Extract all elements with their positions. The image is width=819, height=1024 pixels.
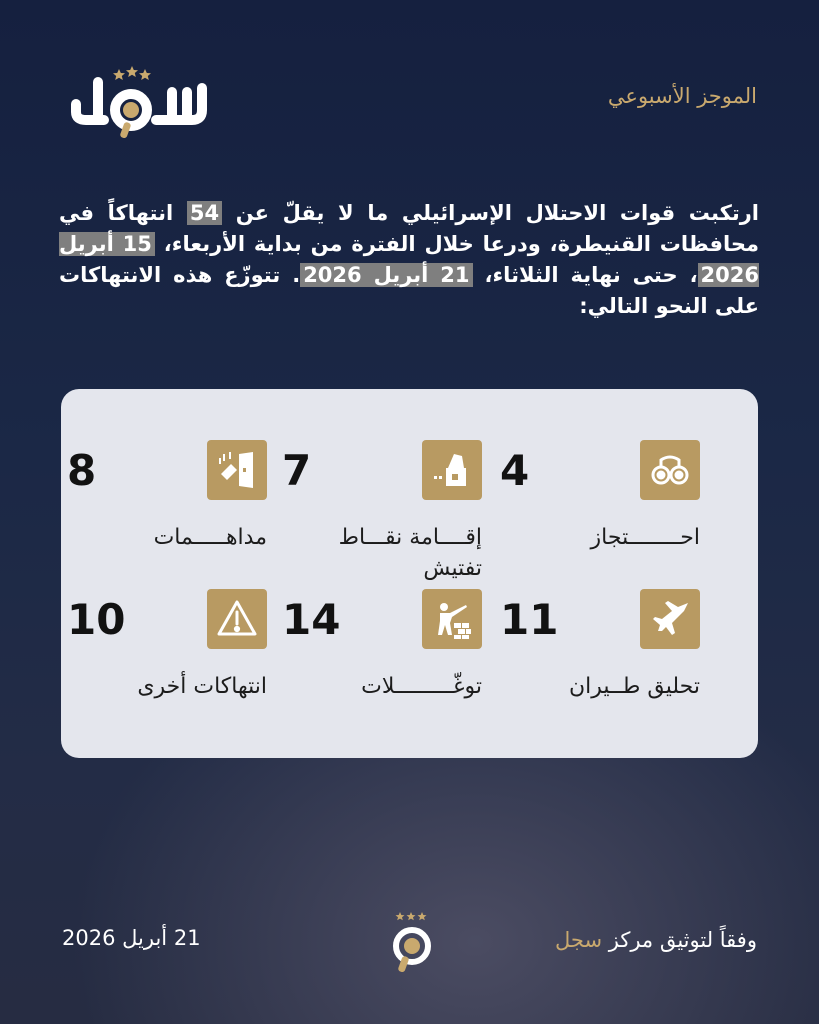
end-date-highlight: 21 أبريل 2026 [300, 263, 472, 287]
soldier-wall-icon [422, 589, 482, 649]
stat-detention [500, 440, 700, 590]
stat-value: 11 [500, 595, 559, 644]
footer-source-name: سجل [555, 928, 603, 952]
stat-flights [500, 589, 700, 739]
stats-card [61, 389, 758, 758]
stat-value: 7 [282, 446, 312, 495]
violation-count-highlight: 54 [187, 201, 222, 225]
stat-checkpoints [282, 440, 482, 590]
stat-label: إقــــامة نقـــاط تفتيش [338, 525, 482, 581]
header-label: الموجز الأسبوعي [607, 84, 757, 108]
stat-label: تحليق طــيران [568, 674, 700, 699]
footer-logo [386, 910, 436, 974]
footer-date: 21 أبريل 2026 [62, 926, 201, 950]
start-date-highlight: 15 أبريل 2026 [59, 232, 759, 287]
brand-logo [64, 62, 209, 142]
intro-paragraph: ارتكبت قوات الاحتلال الإسرائيلي ما لا يقلّ عن 54 انتهاكاً في محافظات القنيطرة، ودرعا خلال الفترة من بداية الأربعاء، 15 أبريل 2026، حتى نهاية الثلاثاء، 21 أبريل 2026. تتوزّع هذه الانتهاكات على النحو التالي: [59, 201, 760, 318]
stat-value: 10 [67, 595, 126, 644]
stat-label: احــــــــتجاز [590, 525, 700, 550]
checkpoint-icon [422, 440, 482, 500]
stat-value: 14 [282, 595, 341, 644]
footer-source: وفقاً لتوثيق مركز سجل [555, 928, 757, 952]
fighter-jet-icon [640, 589, 700, 649]
door-raid-icon [207, 440, 267, 500]
stat-other-violations [67, 589, 267, 739]
stat-label: انتهاكات أخرى [137, 674, 267, 699]
handcuffs-icon [640, 440, 700, 500]
stat-label: توغّـــــــــلات [361, 674, 482, 699]
warning-icon [207, 589, 267, 649]
stat-value: 4 [500, 446, 530, 495]
stat-raids [67, 440, 267, 590]
stat-label: مداهـــــمات [153, 525, 267, 550]
stat-incursions [282, 589, 482, 739]
stat-value: 8 [67, 446, 97, 495]
